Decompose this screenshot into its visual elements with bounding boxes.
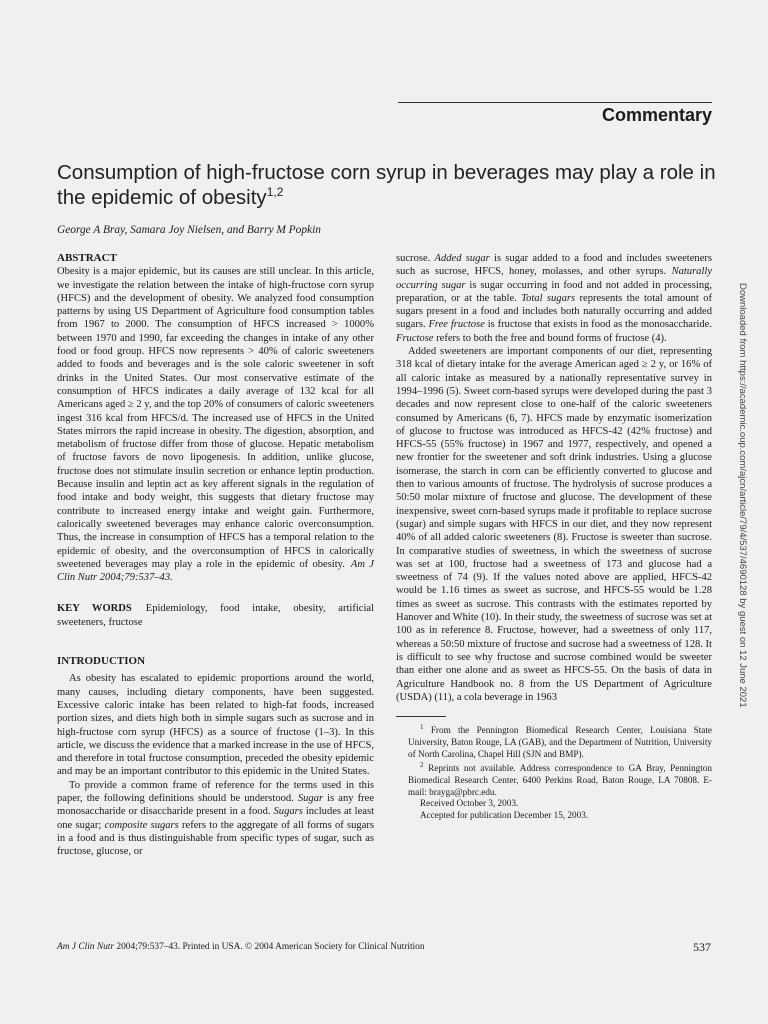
download-watermark-text: Downloaded from https://academic.oup.com/ajcn/article/79/4/537/4690128 by guest on 12 June 2021 xyxy=(737,283,748,708)
intro-paragraph-1: As obesity has escalated to epidemic proportions around the world, many causes, including dietary components, have been suggested. Excessive caloric intake has been related to high-fat foods, increased portion sizes, and diets high both in simple sugars such as sucrose and in high-fructose corn syrup (HFCS) as a source of fructose (1–3). In this article, we discuss the evidence that a marked increase in the use of HFCS, and therefore in total fructose consumption, preceded the obesity epidemic and may be an important contributor to this epidemic in the United States. xyxy=(57,673,374,778)
abstract-heading: ABSTRACT xyxy=(57,252,117,264)
intro-p2-text-b: is any free monosaccharide or disaccharide present in a food. xyxy=(57,792,374,818)
footnote-1-text: From the Pennington Biomedical Research Center, Louisiana State University, Baton Rouge, LA (GAB), and the Department of Nutrition, University of North Carolina, Chapel Hill (SJN and BMP). xyxy=(408,725,713,759)
def-text-a: sucrose. xyxy=(396,253,435,264)
right-column xyxy=(396,252,712,822)
download-watermark xyxy=(732,283,748,773)
abstract-citation: Am J Clin Nutr 2004;79:537–43. xyxy=(57,558,374,584)
footnote-rule xyxy=(396,716,446,717)
author-list: George A Bray, Samara Joy Nielsen, and Barry M Popkin xyxy=(57,224,321,236)
intro-p2-text-d: refers to the aggregate of all forms of sugars in a food and is thus distinguishable from specific types of sugar, such as fructose, glucose, or xyxy=(57,819,374,858)
keywords xyxy=(57,602,374,629)
def-text-c: is sugar occurring in food and not added in processing, preparation, or at the table. xyxy=(396,279,713,304)
footnote-2-text: Reprints not available. Address correspondence to GA Bray, Pennington Biomedical Research Center, 6400 Perkins Road, Baton Rouge, LA 70808. E-mail: brayga@pbrc.edu. xyxy=(408,763,712,797)
term-total-sugars: Total sugars xyxy=(521,292,576,304)
definitions-paragraph xyxy=(396,252,712,345)
abstract-body xyxy=(57,265,374,584)
abstract-text: Obesity is a major epidemic, but its causes are still unclear. In this article, we investigate the relation between the intake of high-fructose corn syrup (HFCS) and the development of obesity. We analyzed food consumption patterns by using US Department of Agriculture food consumption tables from 1967 to 2000. The consumption of HFCS increased > 1000% between 1970 and 1990, far exceeding the changes in intake of any other food or food group. HFCS now represents > 40% of caloric sweeteners added to foods and beverages and is the sole caloric sweetener in soft drinks in the United States. Our most conservative estimate of the consumption of HFCS indicates a daily average of 132 kcal for all Americans aged ≥ 2 y, and the top 20% of consumers of caloric sweeteners ingest 316 kcal from HFCS/d. The increased use of HFCS in the United States mirrors the rapid increase in obesity. The digestion, absorption, and metabolism of fructose differ from those of glucose. Hepatic metabolism of fructose favors de novo lipogenesis. In addition, unlike glucose, fructose does not stimulate insulin secretion or enhance leptin production. Because insulin and leptin act as key afferent signals in the regulation of food intake and body weight, this suggests that dietary fructose may contribute to increased energy intake and weight gain. Furthermore, calorically sweetened beverages may enhance caloric overconsumption. Thus, the increase in consumption of HFCS has a temporal relation to the epidemic of obesity, and the overconsumption of HFCS in calorically sweetened beverages may play a role in the epidemic of obesity. xyxy=(57,266,374,570)
page-number: 537 xyxy=(693,940,711,954)
accepted-date: Accepted for publication December 15, 2003. xyxy=(420,810,589,821)
term-naturally-occurring-sugar: Naturally occurring sugar xyxy=(396,266,712,291)
section-label: Commentary xyxy=(601,105,712,125)
introduction-heading: INTRODUCTION xyxy=(57,655,146,668)
def-text-b: is sugar added to a food and includes sweeteners such as sucrose, HFCS, honey, molasses, and other syrups. xyxy=(396,253,712,278)
received-date: Received October 3, 2003. xyxy=(420,798,519,809)
def-text-e: is fructose that exists in food as the monosaccharide. xyxy=(484,319,712,331)
term-composite-sugars: composite sugars xyxy=(104,819,179,831)
term-sugar: Sugar xyxy=(297,792,324,804)
title-footnote-marker: 1,2 xyxy=(266,185,284,199)
left-column xyxy=(57,252,374,858)
def-text-d: represents the total amount of sugars present in a food and includes both naturally occurring and added sugars. xyxy=(396,292,713,331)
intro-paragraph-2 xyxy=(57,779,374,859)
sweeteners-paragraph: Added sweeteners are important components of our diet, representing 318 kcal of dietary intake for the average American aged ≥ 2 y, or 16% of all caloric intake as measured by a nationally representative survey in 1994–1996 (5). Sweet corn-based syrups were developed during the past 3 decades and now represent close to one-half of the caloric sweeteners consumed by Americans (6, 7). HFCS made by enzymatic isomerization of glucose to fructose was introduced as HFCS-42 (42% fructose) and HFCS-55 (55% fructose) in 1967 and 1977, respectively, and opened a new frontier for the sweetener and soft drink industries. Using a glucose isomerase, the starch in corn can be efficiently converted to glucose and then to various amounts of fructose. The hydrolysis of sucrose produces a 50:50 molar mixture of fructose and glucose. The development of these inexpensive, sweet corn-based syrups made it profitable to replace sucrose (sugar) and simple sugars with HFCS in our diet, and they now represent 40% of all added caloric sweeteners (8). Fructose is sweeter than sucrose. In comparative studies of sweetness, in which the sweetness of sucrose was set at 100, fructose had a sweetness of 173 and glucose had a sweetness of 74 (9). If the values noted above are applied, HFCS-42 would be 1.16 times as sweet as sucrose, and HFCS-55 would be 1.28 times as sweet as sucrose. This contrasts with the estimates reported by Hanover and White (10). In their study, the sweetness of sucrose was set at 100 as in reference 8. Fructose, however, had a sweetness of only 117, whereas a 50:50 mixture of fructose and sucrose had a sweetness of 128. It is difficult to see why fructose and sucrose combined would be sweeter than either one alone and as sweet as HFCS-55. On the basis of data in Agriculture Handbook no. 8 from the US Department of Agriculture (USDA) (11), a cola beverage in 1963 xyxy=(396,346,712,703)
page-footer xyxy=(57,942,425,952)
def-text-f: refers to both the free and bound forms of fructose (4). xyxy=(433,332,667,344)
title-text: Consumption of high-fructose corn syrup in beverages may play a role in the epidemic of obesity xyxy=(57,161,716,209)
article-title xyxy=(57,160,717,210)
footnote-2 xyxy=(396,760,712,798)
term-free-fructose: Free fructose xyxy=(428,319,485,331)
keywords-label: KEY WORDS xyxy=(57,603,132,615)
intro-p2-text-c: includes at least one sugar; xyxy=(57,806,374,831)
intro-p2-text-a: To provide a common frame of reference for the terms used in this paper, the following definitions should be understood. xyxy=(57,779,374,804)
footnote-1 xyxy=(396,722,712,760)
footer-journal: Am J Clin Nutr xyxy=(57,942,115,952)
term-fructose: Fructose xyxy=(396,332,434,344)
footer-citation: 2004;79:537–43. Printed in USA. © 2004 American Society for Clinical Nutrition xyxy=(114,942,425,952)
term-sugars: Sugars xyxy=(273,806,303,818)
term-added-sugar: Added sugar xyxy=(434,253,490,264)
header-rule xyxy=(398,102,712,103)
keywords-text: Epidemiology, food intake, obesity, artificial sweeteners, fructose xyxy=(57,603,374,628)
footnote-2-marker: 2 xyxy=(420,761,424,770)
footnote-1-marker: 1 xyxy=(420,723,424,732)
